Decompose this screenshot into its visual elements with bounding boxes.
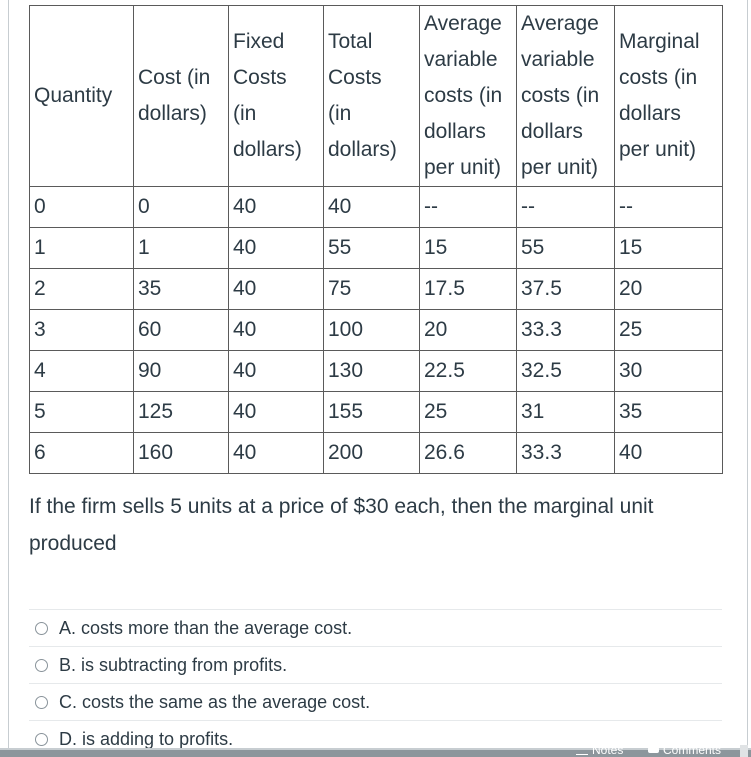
table-cell: 55 [324, 228, 420, 269]
option-b[interactable] [29, 646, 722, 683]
header-quantity: Quantity [30, 6, 134, 187]
option-label: B. is subtracting from profits. [59, 654, 288, 675]
table-cell: 15 [615, 228, 723, 269]
notes-label: Notes [592, 743, 624, 757]
header-average-variable-costs-2: Average variable costs (in dollars per unit) [517, 6, 615, 187]
table-cell: 15 [420, 228, 517, 269]
table-cell: -- [615, 187, 723, 228]
table-cell: 40 [229, 269, 324, 310]
option-a[interactable] [29, 609, 722, 646]
notes-icon [576, 746, 588, 755]
question-text: If the firm sells 5 units at a price of $30 each, then the marginal unit produced [29, 495, 654, 555]
option-label: C. costs the same as the average cost. [59, 691, 371, 712]
table-cell: 160 [134, 433, 229, 474]
table-cell: 40 [324, 187, 420, 228]
header-fixed-costs: Fixed Costs (in dollars) [229, 6, 324, 187]
header-average-variable-costs-1: Average variable costs (in dollars per unit) [420, 6, 517, 187]
option-label: D. is adding to profits. [59, 728, 234, 749]
table-cell: 22.5 [420, 351, 517, 392]
table-cell: 40 [229, 310, 324, 351]
table-cell: 55 [517, 228, 615, 269]
table-cell: 33.3 [517, 310, 615, 351]
answer-options [29, 609, 722, 757]
table-cell: 25 [420, 392, 517, 433]
table-cell: 3 [30, 310, 134, 351]
table-cell: 20 [615, 269, 723, 310]
table-cell: 26.6 [420, 433, 517, 474]
radio-button-icon[interactable] [35, 696, 48, 709]
table-cell: 40 [229, 392, 324, 433]
table-cell: 0 [30, 187, 134, 228]
table-cell: 90 [134, 351, 229, 392]
table-cell: -- [517, 187, 615, 228]
comments-button[interactable] [648, 743, 721, 757]
table-row [30, 433, 723, 474]
header-marginal-costs: Marginal costs (in dollars per unit) [615, 6, 723, 187]
table-cell: 30 [615, 351, 723, 392]
radio-button-icon[interactable] [35, 659, 48, 672]
table-cell: 2 [30, 269, 134, 310]
table-cell: 20 [420, 310, 517, 351]
table-cell: 125 [134, 392, 229, 433]
toolbar-end-square [740, 745, 748, 757]
table-cell: 17.5 [420, 269, 517, 310]
comment-bubble-icon [648, 747, 659, 753]
table-cell: 40 [229, 187, 324, 228]
table-row [30, 269, 723, 310]
table-header-row [30, 6, 723, 187]
table-cell: 35 [134, 269, 229, 310]
page-border-left [8, 0, 9, 748]
radio-button-icon[interactable] [35, 622, 48, 635]
option-label: A. costs more than the average cost. [59, 617, 353, 638]
table-cell: 6 [30, 433, 134, 474]
notes-button[interactable] [576, 743, 623, 757]
table-cell: 0 [134, 187, 229, 228]
table-cell: 40 [229, 228, 324, 269]
table-cell: 100 [324, 310, 420, 351]
table-cell: 155 [324, 392, 420, 433]
table-cell: 60 [134, 310, 229, 351]
table-cell: 25 [615, 310, 723, 351]
table-cell: 1 [30, 228, 134, 269]
table-cell: 37.5 [517, 269, 615, 310]
table-row [30, 392, 723, 433]
header-cost: Cost (in dollars) [134, 6, 229, 187]
table-cell: 4 [30, 351, 134, 392]
table-cell: 32.5 [517, 351, 615, 392]
page-border-right [747, 0, 748, 748]
table-cell: 31 [517, 392, 615, 433]
table-cell: 35 [615, 392, 723, 433]
table-cell: 130 [324, 351, 420, 392]
table-cell: 40 [229, 351, 324, 392]
radio-button-icon[interactable] [35, 733, 48, 746]
toolbar-top-band [0, 748, 751, 750]
table-cell: -- [420, 187, 517, 228]
table-cell: 200 [324, 433, 420, 474]
table-cell: 5 [30, 392, 134, 433]
bottom-toolbar [0, 748, 751, 757]
comments-label: Comments [663, 743, 722, 757]
table-row [30, 351, 723, 392]
option-c[interactable] [29, 683, 722, 720]
cost-table [29, 5, 723, 474]
table-cell: 40 [615, 433, 723, 474]
table-cell: 40 [229, 433, 324, 474]
table-row [30, 310, 723, 351]
table-cell: 75 [324, 269, 420, 310]
table-row [30, 228, 723, 269]
table-cell: 1 [134, 228, 229, 269]
table-cell: 33.3 [517, 433, 615, 474]
header-total-costs: Total Costs (in dollars) [324, 6, 420, 187]
table-row [30, 187, 723, 228]
